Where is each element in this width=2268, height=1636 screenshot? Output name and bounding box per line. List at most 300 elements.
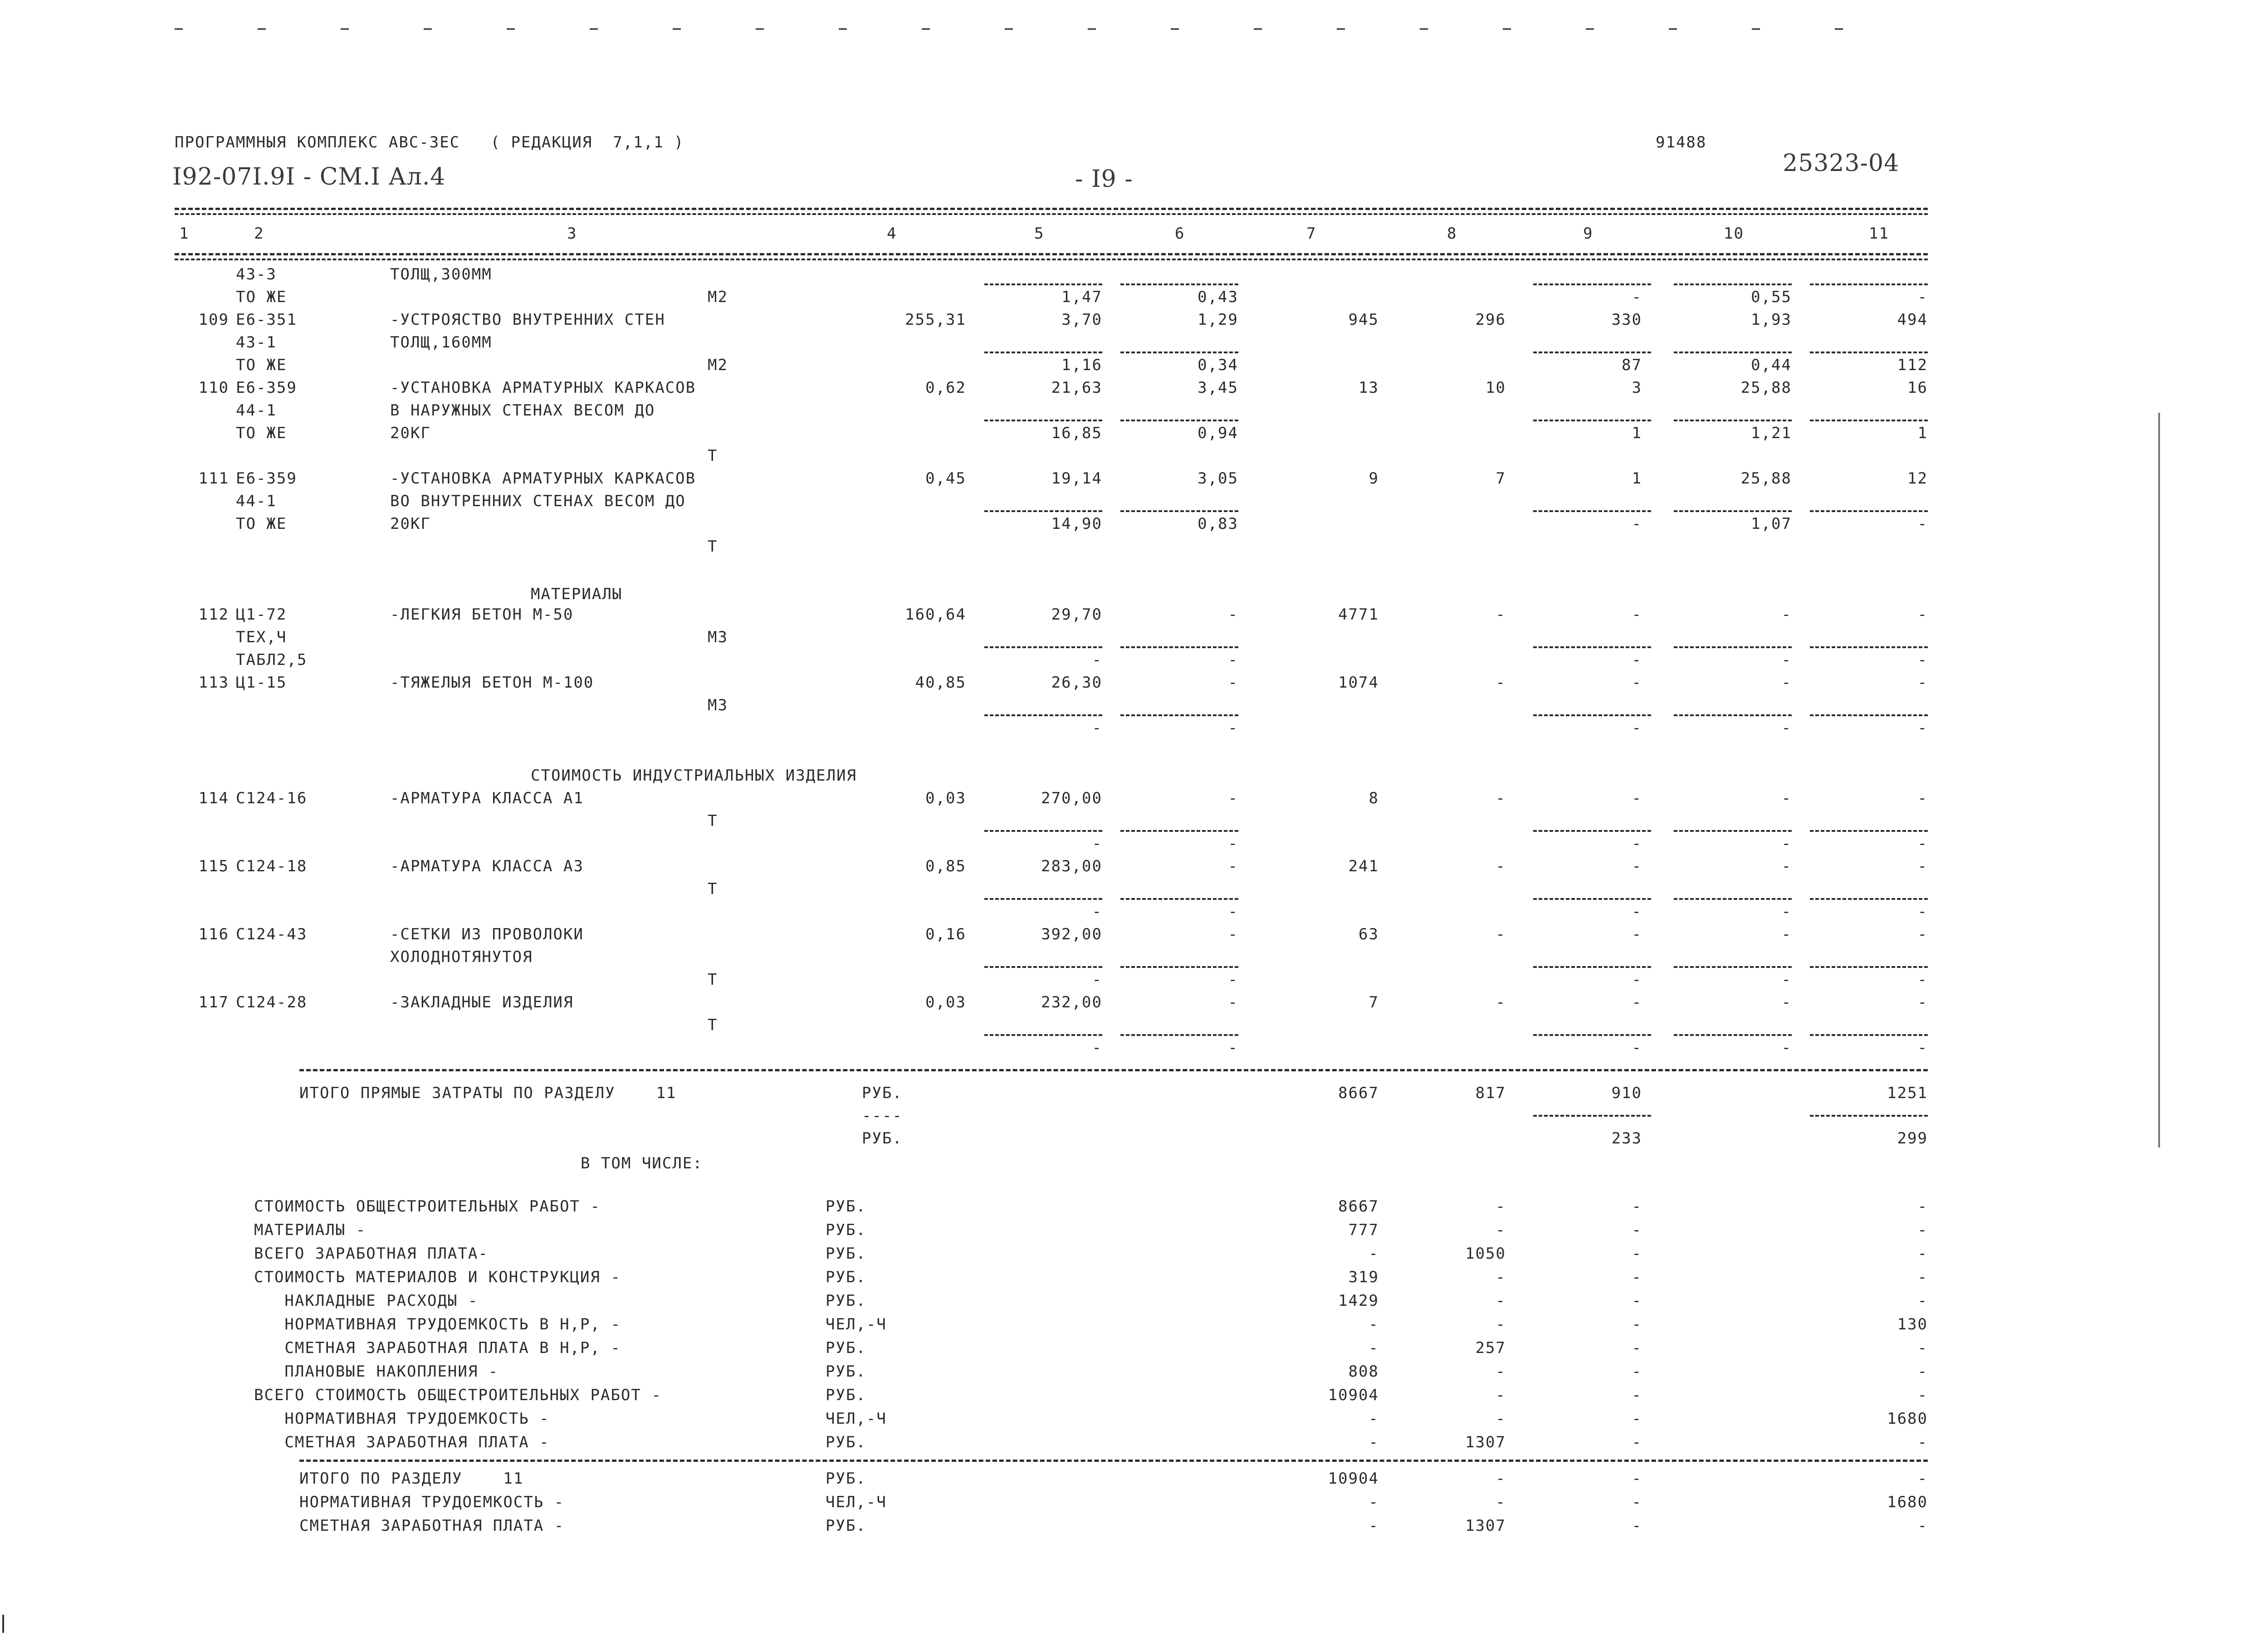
cell-c6: 0,83: [1198, 515, 1238, 533]
summary-label: МАТЕРИАЛЫ -: [254, 1221, 367, 1239]
cell-c5: 29,70: [1051, 606, 1102, 624]
summary-col7: 777: [1348, 1221, 1379, 1239]
cell-c6: 3,05: [1198, 469, 1238, 488]
cell-code: Е6-351: [236, 311, 297, 329]
final-col9: -: [1632, 1493, 1642, 1511]
summary-col11: -: [1917, 1268, 1928, 1286]
summary-unit: РУБ.: [826, 1292, 866, 1310]
cell-c8: -: [1496, 674, 1506, 692]
sub-rule-c6: [1120, 646, 1238, 648]
cell-c7: 1074: [1338, 674, 1379, 692]
final-col11: -: [1917, 1470, 1928, 1488]
final-unit: РУБ.: [826, 1470, 866, 1488]
perforation-tick: [507, 28, 515, 30]
cell-desc: -УСТАНОВКА АРМАТУРНЫХ КАРКАСОВ: [390, 469, 696, 488]
document-id: I92-07I.9I - СМ.I Ал.4: [172, 163, 446, 190]
cell-c10: 1,07: [1751, 515, 1792, 533]
sub-rule-c9: [1533, 714, 1651, 716]
summary-col9: -: [1632, 1410, 1642, 1428]
cell-unit: Т: [708, 1016, 718, 1034]
summary-col8: -: [1496, 1268, 1506, 1286]
summary-label: СМЕТНАЯ ЗАРАБОТНАЯ ПЛАТА В Н,Р, -: [254, 1339, 621, 1357]
cell-unit: Т: [708, 812, 718, 830]
summary-unit: РУБ.: [826, 1245, 866, 1263]
summary-label: НОРМАТИВНАЯ ТРУДОЕМКОСТЬ В Н,Р, -: [254, 1315, 621, 1333]
final-col7: -: [1369, 1493, 1379, 1511]
summary-col8: -: [1496, 1410, 1506, 1428]
total-direct-unit: РУБ.: [862, 1084, 903, 1102]
summary-col7: -: [1369, 1410, 1379, 1428]
summary-col11: 1680: [1887, 1410, 1928, 1428]
cell-c6: -: [1228, 857, 1238, 875]
summary-label: СТОИМОСТЬ МАТЕРИАЛОВ И КОНСТРУКЦИЯ -: [254, 1268, 621, 1286]
cell-c6: -: [1228, 789, 1238, 807]
final-col8: 1307: [1465, 1517, 1506, 1535]
cell-c6: -: [1228, 674, 1238, 692]
cell-code: ТО ЖЕ: [236, 424, 287, 442]
cell-c5: -: [1092, 1039, 1102, 1057]
sub-rule-c6: [1120, 510, 1238, 512]
perforation-tick: [1835, 28, 1843, 30]
perforation-tick: [673, 28, 681, 30]
summary-col8: -: [1496, 1363, 1506, 1381]
summary-col8: 1050: [1465, 1245, 1506, 1263]
sub-rule-c10: [1674, 898, 1792, 900]
cell-c9: -: [1632, 288, 1642, 306]
summary-label: НОРМАТИВНАЯ ТРУДОЕМКОСТЬ -: [254, 1410, 550, 1428]
sub-rule-c5: [984, 898, 1102, 900]
cell-c9: 87: [1622, 356, 1642, 374]
cell-c9: 1: [1632, 469, 1642, 488]
cell-code: ТО ЖЕ: [236, 288, 287, 306]
cell-c4: 0,45: [925, 469, 966, 488]
code-number: 91488: [1656, 133, 1707, 151]
cell-c9: -: [1632, 789, 1642, 807]
cell-c6: -: [1228, 971, 1238, 989]
cell-c11: -: [1917, 515, 1928, 533]
cell-c4: 0,62: [925, 379, 966, 397]
cell-unit: М2: [708, 288, 728, 306]
header-bottom-rule: [175, 253, 1928, 255]
cell-c9: 330: [1611, 311, 1642, 329]
cell-unit: Т: [708, 971, 718, 989]
total-direct-col11: 1251: [1887, 1084, 1928, 1102]
totals-top-rule: [299, 1069, 1928, 1071]
sub-rule-c11: [1810, 1034, 1928, 1036]
cell-code: С124-43: [236, 925, 308, 943]
sub-rule-c6: [1120, 420, 1238, 421]
summary-col8: 257: [1475, 1339, 1506, 1357]
table-top-rule: [175, 208, 1928, 210]
cell-c10: 1,21: [1751, 424, 1792, 442]
cell-unit: Т: [708, 447, 718, 465]
cell-c10: 1,93: [1751, 311, 1792, 329]
perforation-tick: [1337, 28, 1345, 30]
cell-desc: -УСТАНОВКА АРМАТУРНЫХ КАРКАСОВ: [390, 379, 696, 397]
perforation-tick: [756, 28, 764, 30]
cell-c7: 241: [1348, 857, 1379, 875]
total-direct-rule-col11: [1810, 1115, 1928, 1117]
cell-desc: -УСТРОЯСТВО ВНУТРЕННИХ СТЕН: [390, 311, 665, 329]
cell-code: ТАБЛ2,5: [236, 651, 308, 669]
perforation-tick: [1171, 28, 1179, 30]
cell-c10: -: [1781, 789, 1792, 807]
cell-code: 43-1: [236, 333, 277, 352]
column-header: 5: [1034, 225, 1045, 243]
column-header: 11: [1869, 225, 1889, 243]
sub-rule-c10: [1674, 352, 1792, 353]
cell-c7: 9: [1369, 469, 1379, 488]
cell-n: 114: [198, 789, 229, 807]
summary-unit: РУБ.: [826, 1197, 866, 1216]
sub-rule-c9: [1533, 283, 1651, 285]
cell-c6: 0,94: [1198, 424, 1238, 442]
cell-c8: 296: [1475, 311, 1506, 329]
summary-col9: -: [1632, 1197, 1642, 1216]
cell-c5: 270,00: [1041, 789, 1102, 807]
cell-c9: -: [1632, 1039, 1642, 1057]
cell-desc: В НАРУЖНЫХ СТЕНАХ ВЕСОМ ДО: [390, 401, 655, 420]
cell-n: 110: [198, 379, 229, 397]
cell-c11: -: [1917, 789, 1928, 807]
cell-c11: 112: [1897, 356, 1928, 374]
perforation-tick: [1088, 28, 1096, 30]
cell-c9: -: [1632, 719, 1642, 737]
summary-col7: -: [1369, 1433, 1379, 1451]
sub-rule-c9: [1533, 830, 1651, 832]
sub-rule-c10: [1674, 1034, 1792, 1036]
sub-rule-c6: [1120, 352, 1238, 353]
summary-col9: -: [1632, 1221, 1642, 1239]
final-col7: 10904: [1328, 1470, 1379, 1488]
sub-rule-c9: [1533, 352, 1651, 353]
summary-col9: -: [1632, 1363, 1642, 1381]
summary-col7: 10904: [1328, 1386, 1379, 1404]
cell-c5: -: [1092, 835, 1102, 853]
column-header: 1: [179, 225, 190, 243]
cell-desc: -ЛЕГКИЯ БЕТОН М-50: [390, 606, 574, 624]
cell-c5: 1,47: [1061, 288, 1102, 306]
cell-c7: 7: [1369, 993, 1379, 1011]
summary-col11: -: [1917, 1386, 1928, 1404]
sheet-number: 25323-04: [1783, 150, 1900, 177]
final-col7: -: [1369, 1517, 1379, 1535]
summary-col9: -: [1632, 1268, 1642, 1286]
cell-c10: 0,44: [1751, 356, 1792, 374]
sub-rule-c10: [1674, 830, 1792, 832]
summary-col7: 1429: [1338, 1292, 1379, 1310]
cell-unit: М3: [708, 628, 728, 646]
summary-unit: ЧЕЛ,-Ч: [826, 1410, 887, 1428]
cell-c8: -: [1496, 925, 1506, 943]
summary-col11: -: [1917, 1221, 1928, 1239]
sub-rule-c5: [984, 510, 1102, 512]
cell-n: 111: [198, 469, 229, 488]
cell-c11: -: [1917, 651, 1928, 669]
total-direct-col8: 817: [1475, 1084, 1506, 1102]
sub-rule-c6: [1120, 830, 1238, 832]
final-col9: -: [1632, 1470, 1642, 1488]
cell-c4: 0,03: [925, 993, 966, 1011]
cell-c5: -: [1092, 971, 1102, 989]
cell-c7: 8: [1369, 789, 1379, 807]
sub-rule-c5: [984, 352, 1102, 353]
cell-c6: -: [1228, 993, 1238, 1011]
total-direct-dash: ----: [862, 1107, 903, 1125]
cell-c6: -: [1228, 606, 1238, 624]
cell-c5: -: [1092, 651, 1102, 669]
sub-rule-c11: [1810, 420, 1928, 421]
cell-c4: 0,85: [925, 857, 966, 875]
cell-c9: -: [1632, 674, 1642, 692]
cell-c5: 283,00: [1041, 857, 1102, 875]
edge-mark: [2, 1615, 4, 1633]
cell-c5: 14,90: [1051, 515, 1102, 533]
summary-col8: -: [1496, 1386, 1506, 1404]
cell-code: 44-1: [236, 401, 277, 420]
program-title: ПРОГРАММНЫЯ КОМПЛЕКС АВС-ЗЕС ( РЕДАКЦИЯ 7,1,1 ): [175, 133, 684, 151]
final-col8: -: [1496, 1470, 1506, 1488]
cell-n: 109: [198, 311, 229, 329]
cell-desc: -ЗАКЛАДНЫЕ ИЗДЕЛИЯ: [390, 993, 574, 1011]
cell-c10: -: [1781, 925, 1792, 943]
sub-rule-c11: [1810, 510, 1928, 512]
sub-rule-c5: [984, 646, 1102, 648]
cell-c4: 255,31: [905, 311, 966, 329]
perforation-tick: [1420, 28, 1428, 30]
summary-col9: -: [1632, 1339, 1642, 1357]
summary-col11: -: [1917, 1292, 1928, 1310]
sub-rule-c5: [984, 966, 1102, 968]
cell-c9: 3: [1632, 379, 1642, 397]
column-header: 6: [1175, 225, 1185, 243]
cell-c10: -: [1781, 1039, 1792, 1057]
column-header: 7: [1306, 225, 1317, 243]
summary-unit: РУБ.: [826, 1221, 866, 1239]
final-unit: РУБ.: [826, 1517, 866, 1535]
summary-unit: ЧЕЛ,-Ч: [826, 1315, 887, 1333]
summary-col11: -: [1917, 1339, 1928, 1357]
cell-c4: 40,85: [915, 674, 966, 692]
summary-col7: 8667: [1338, 1197, 1379, 1216]
column-header: 10: [1724, 225, 1744, 243]
cell-code: ТО ЖЕ: [236, 356, 287, 374]
column-header: 8: [1447, 225, 1457, 243]
total-direct-label: ИТОГО ПРЯМЫЕ ЗАТРАТЫ ПО РАЗДЕЛУ 11: [299, 1084, 677, 1102]
cell-desc: ХОЛОДНОТЯНУТОЯ: [390, 948, 533, 966]
cell-c8: -: [1496, 789, 1506, 807]
cell-c7: 945: [1348, 311, 1379, 329]
cell-c9: -: [1632, 606, 1642, 624]
cell-desc: -АРМАТУРА КЛАССА А3: [390, 857, 584, 875]
total-direct-unit-2: РУБ.: [862, 1129, 903, 1148]
cell-desc: ТОЛЩ,300ММ: [390, 265, 492, 283]
sub-rule-c6: [1120, 283, 1238, 285]
cell-code: 43-3: [236, 265, 277, 283]
summary-col8: -: [1496, 1197, 1506, 1216]
summary-col9: -: [1632, 1245, 1642, 1263]
cell-c9: -: [1632, 971, 1642, 989]
cell-c5: 26,30: [1051, 674, 1102, 692]
cell-c11: -: [1917, 1039, 1928, 1057]
summary-col8: -: [1496, 1292, 1506, 1310]
summary-col11: -: [1917, 1245, 1928, 1263]
perforation-tick: [1586, 28, 1594, 30]
sub-rule-c11: [1810, 352, 1928, 353]
perforation-tick: [1752, 28, 1760, 30]
summary-label: ВСЕГО ЗАРАБОТНАЯ ПЛАТА-: [254, 1245, 489, 1263]
cell-c10: -: [1781, 903, 1792, 921]
cell-c9: -: [1632, 993, 1642, 1011]
cell-c10: 25,88: [1740, 379, 1792, 397]
sub-rule-c10: [1674, 966, 1792, 968]
cell-c6: -: [1228, 719, 1238, 737]
cell-c11: -: [1917, 606, 1928, 624]
cell-c7: 4771: [1338, 606, 1379, 624]
cell-c11: -: [1917, 925, 1928, 943]
summary-col9: -: [1632, 1433, 1642, 1451]
perforation-tick: [341, 28, 349, 30]
sub-rule-c9: [1533, 646, 1651, 648]
sub-rule-c11: [1810, 714, 1928, 716]
summary-col7: 808: [1348, 1363, 1379, 1381]
summary-col7: 319: [1348, 1268, 1379, 1286]
cell-c9: -: [1632, 651, 1642, 669]
cell-unit: М3: [708, 696, 728, 714]
cell-c10: -: [1781, 857, 1792, 875]
cell-n: 116: [198, 925, 229, 943]
perforation-tick: [1503, 28, 1511, 30]
cell-code: С124-18: [236, 857, 308, 875]
cell-c5: 232,00: [1041, 993, 1102, 1011]
cell-desc: 20КГ: [390, 424, 431, 442]
cell-c10: -: [1781, 674, 1792, 692]
cell-code: С124-16: [236, 789, 308, 807]
cell-c9: -: [1632, 835, 1642, 853]
final-label: НОРМАТИВНАЯ ТРУДОЕМКОСТЬ -: [299, 1493, 565, 1511]
perforation-tick: [1669, 28, 1677, 30]
cell-c5: 392,00: [1041, 925, 1102, 943]
sub-rule-c10: [1674, 510, 1792, 512]
summary-label: ПЛАНОВЫЕ НАКОПЛЕНИЯ -: [254, 1363, 499, 1381]
summary-col7: -: [1369, 1339, 1379, 1357]
sub-rule-c6: [1120, 898, 1238, 900]
total-direct-col11-b: 299: [1897, 1129, 1928, 1148]
cell-desc: -СЕТКИ ИЗ ПРОВОЛОКИ: [390, 925, 584, 943]
cell-unit: Т: [708, 880, 718, 898]
sub-rule-c5: [984, 830, 1102, 832]
cell-c9: -: [1632, 515, 1642, 533]
summary-col11: -: [1917, 1433, 1928, 1451]
cell-code: Е6-359: [236, 469, 297, 488]
cell-c10: -: [1781, 993, 1792, 1011]
cell-c11: -: [1917, 993, 1928, 1011]
column-header: 4: [887, 225, 897, 243]
cell-c10: 0,55: [1751, 288, 1792, 306]
cell-desc: -ТЯЖЕЛЫЯ БЕТОН М-100: [390, 674, 594, 692]
cell-c6: -: [1228, 651, 1238, 669]
cell-c11: 12: [1907, 469, 1928, 488]
cell-c7: 13: [1359, 379, 1379, 397]
sub-rule-c11: [1810, 283, 1928, 285]
cell-c11: -: [1917, 674, 1928, 692]
summary-col8: -: [1496, 1221, 1506, 1239]
cell-desc: ВО ВНУТРЕННИХ СТЕНАХ ВЕСОМ ДО: [390, 492, 686, 510]
cell-c6: -: [1228, 1039, 1238, 1057]
cell-c4: 0,03: [925, 789, 966, 807]
cell-code: Е6-359: [236, 379, 297, 397]
cell-c9: -: [1632, 857, 1642, 875]
cell-c5: -: [1092, 719, 1102, 737]
cell-c9: 1: [1632, 424, 1642, 442]
sub-rule-c9: [1533, 966, 1651, 968]
summary-unit: РУБ.: [826, 1363, 866, 1381]
section-industrial-heading: СТОИМОСТЬ ИНДУСТРИАЛЬНЫХ ИЗДЕЛИЯ: [531, 767, 857, 785]
column-header: 2: [254, 225, 264, 243]
cell-c6: 0,43: [1198, 288, 1238, 306]
summary-label: СМЕТНАЯ ЗАРАБОТНАЯ ПЛАТА -: [254, 1433, 550, 1451]
perforation-tick: [1254, 28, 1262, 30]
summary-col9: -: [1632, 1292, 1642, 1310]
cell-code: Ц1-15: [236, 674, 287, 692]
cell-n: 112: [198, 606, 229, 624]
sub-rule-c9: [1533, 420, 1651, 421]
cell-desc: -АРМАТУРА КЛАССА А1: [390, 789, 584, 807]
cell-c4: 0,16: [925, 925, 966, 943]
sub-rule-c5: [984, 283, 1102, 285]
perforation-tick: [590, 28, 598, 30]
summary-col8: -: [1496, 1315, 1506, 1333]
cell-c10: -: [1781, 651, 1792, 669]
sub-rule-c9: [1533, 898, 1651, 900]
cell-unit: М2: [708, 356, 728, 374]
sub-rule-c6: [1120, 1034, 1238, 1036]
perforation-tick: [1005, 28, 1013, 30]
margin-line: [2158, 413, 2160, 1148]
cell-c8: -: [1496, 993, 1506, 1011]
summary-label: СТОИМОСТЬ ОБЩЕСТРОИТЕЛЬНЫХ РАБОТ -: [254, 1197, 601, 1216]
summary-col9: -: [1632, 1386, 1642, 1404]
cell-c6: -: [1228, 903, 1238, 921]
cell-c5: 19,14: [1051, 469, 1102, 488]
cell-c8: 7: [1496, 469, 1506, 488]
summary-unit: РУБ.: [826, 1339, 866, 1357]
summary-col11: 130: [1897, 1315, 1928, 1333]
total-direct-col9-b: 233: [1611, 1129, 1642, 1148]
cell-c9: -: [1632, 925, 1642, 943]
cell-c6: 0,34: [1198, 356, 1238, 374]
cell-c5: 21,63: [1051, 379, 1102, 397]
summary-label: НАКЛАДНЫЕ РАСХОДЫ -: [254, 1292, 479, 1310]
final-col8: -: [1496, 1493, 1506, 1511]
sub-rule-c5: [984, 714, 1102, 716]
summary-label: ВСЕГО СТОИМОСТЬ ОБЩЕСТРОИТЕЛЬНЫХ РАБОТ -: [254, 1386, 662, 1404]
final-label: СМЕТНАЯ ЗАРАБОТНАЯ ПЛАТА -: [299, 1517, 565, 1535]
final-col11: -: [1917, 1517, 1928, 1535]
including-heading: В ТОМ ЧИСЛЕ:: [581, 1154, 703, 1172]
final-col11: 1680: [1887, 1493, 1928, 1511]
cell-c8: 10: [1486, 379, 1506, 397]
cell-c6: -: [1228, 925, 1238, 943]
cell-c10: -: [1781, 606, 1792, 624]
cell-c10: -: [1781, 835, 1792, 853]
sub-rule-c10: [1674, 714, 1792, 716]
cell-c6: 3,45: [1198, 379, 1238, 397]
perforation-tick: [424, 28, 432, 30]
cell-c11: 16: [1907, 379, 1928, 397]
header-bottom-rule-2: [175, 259, 1928, 260]
sub-rule-c10: [1674, 283, 1792, 285]
